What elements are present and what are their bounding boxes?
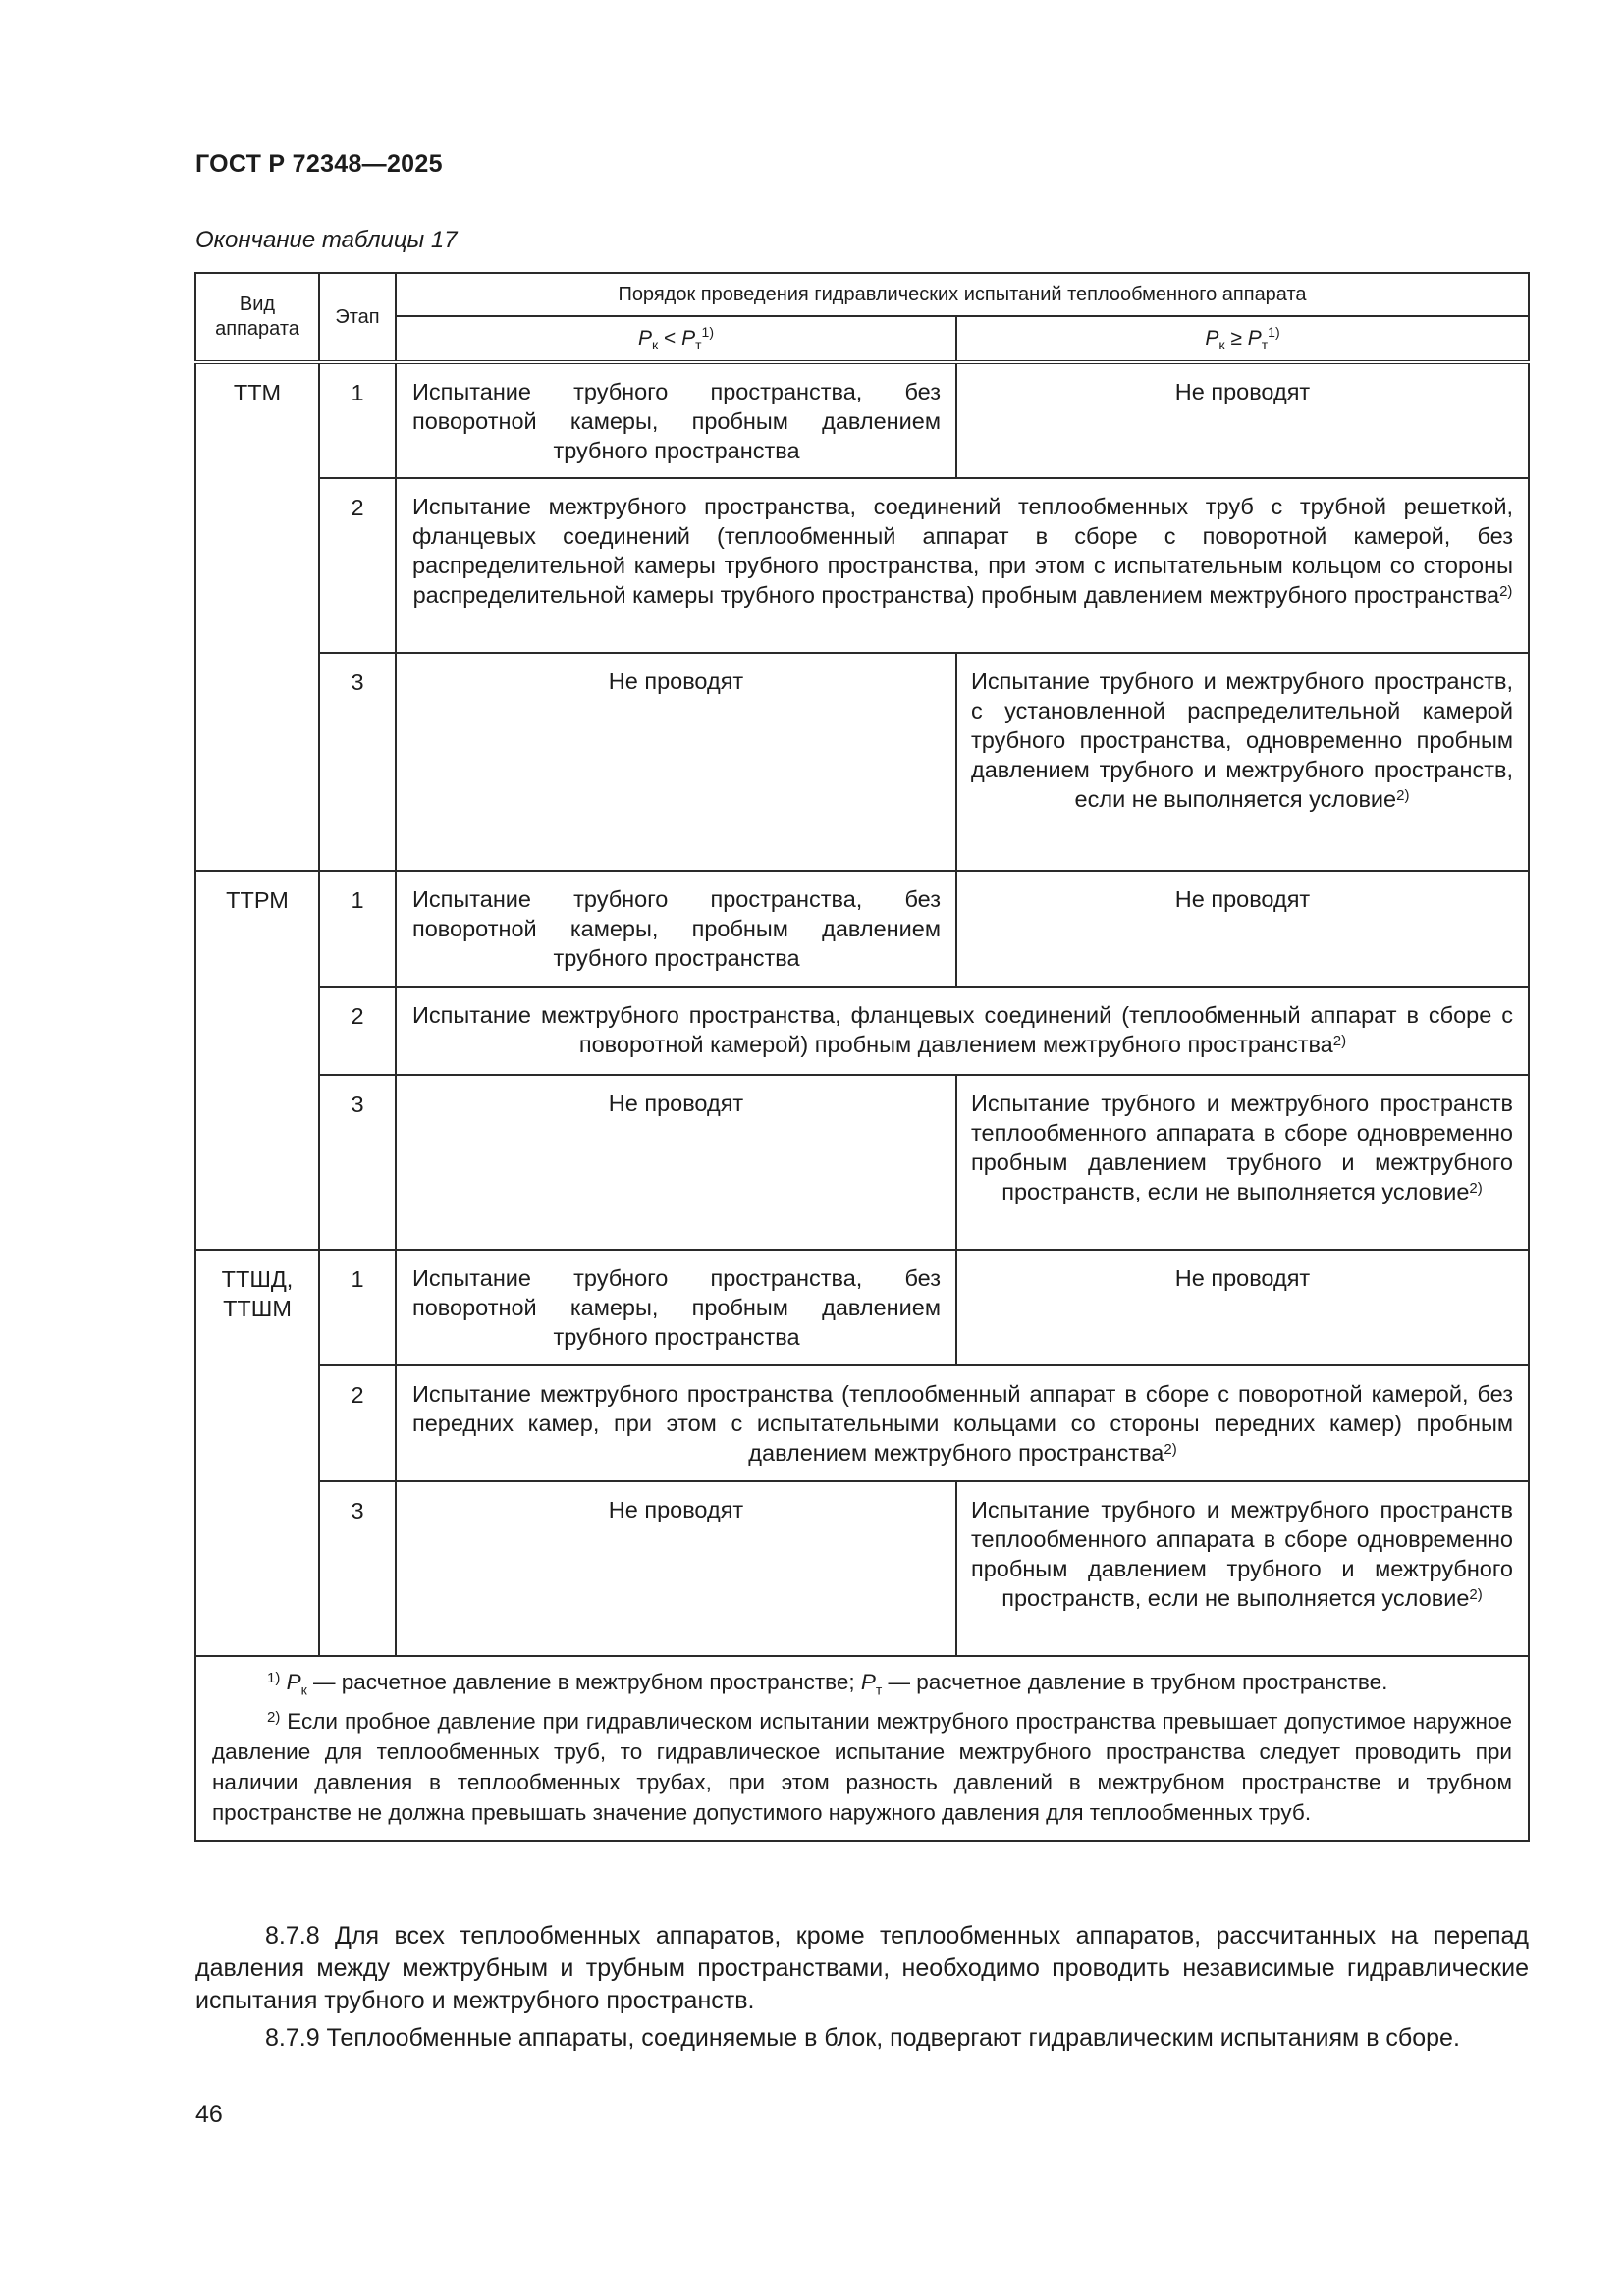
paragraph-8-7-9: 8.7.9 Теплообменные аппараты, соединяемые в блок, подвергают гидравлическим испытаниям в сборе. (265, 2024, 1460, 2052)
stage-number: 1 (319, 1250, 396, 1365)
stage-text-ge: Не проводят (956, 1250, 1529, 1365)
stage-number: 3 (319, 1481, 396, 1656)
table-17 (194, 272, 1530, 1842)
col-header-stage: Этап (319, 273, 396, 362)
stage-text-less: Не проводят (396, 653, 956, 871)
stage-text-merged: Испытание межтрубного пространства (теплообменный аппарат в сборе с поворотной камерой, без передних камер, при этом с испытательными кольцами со стороны передних камер) пробным давлением межтрубного пространства$^{2)}$ (396, 1365, 1529, 1481)
footnote-1: $^{1)}$ $P_к$ — расчетное давление в межтрубном пространстве; $P_т$ — расчетное давление в трубном пространстве. (267, 1670, 1388, 1698)
stage-text-ge: Испытание трубного и межтрубного пространств теплообменного аппарата в сборе одновременно пробным давлением трубного и межтрубного пространств, если не выполняется условие$^{2)}$ (956, 1075, 1529, 1250)
stage-text-merged: Испытание межтрубного пространства, фланцевых соединений (теплообменный аппарат в сборе с поворотной камерой) пробным давлением межтрубного пространства$^{2)}$ (396, 987, 1529, 1075)
table-row (195, 1365, 1529, 1481)
col-header-order: Порядок проведения гидравлических испытаний теплообменного аппарата (396, 273, 1529, 316)
stage-text-merged: Испытание межтрубного пространства, соединений теплообменных труб с трубной решеткой, фланцевых соединений (теплообменный аппарат в сборе с поворотной камерой, без распределительной камеры трубного пространства, при этом с испытательным кольцом со стороны распределительной камеры трубного пространства) пробным давлением межтрубного пространства$^{2)}$ (396, 478, 1529, 653)
table-row (195, 653, 1529, 871)
col-header-type: Вид аппарата (195, 273, 319, 362)
stage-text-less: Не проводят (396, 1481, 956, 1656)
table-row (195, 478, 1529, 653)
stage-text-less: Не проводят (396, 1075, 956, 1250)
stage-text-ge: Испытание трубного и межтрубного пространств, с установленной распределительной камерой трубного пространства, одновременно пробным давлением трубного и межтрубного пространств, если не выполняется условие$^{2)}$ (956, 653, 1529, 871)
stage-text-less: Испытание трубного пространства, без поворотной камеры, пробным давлением трубного пространства (396, 871, 956, 987)
table-row (195, 987, 1529, 1075)
apparatus-type-ttm: ТТМ (195, 362, 319, 871)
page-number: 46 (195, 2101, 223, 2128)
apparatus-type-ttrm: ТТРМ (195, 871, 319, 1250)
paragraph-8-7-8: 8.7.8 Для всех теплообменных аппаратов, кроме теплообменных аппаратов, рассчитанных на перепад давления между межтрубным и трубным пространствами, необходимо проводить независимые гидравлические испытания трубного и межтрубного пространств. (195, 1922, 1529, 2014)
col-header-pk-ge-pt: $P_к \ge P_т^{1)}$ (956, 316, 1529, 362)
table-row (195, 1481, 1529, 1656)
apparatus-type-ttshd-ttshm: ТТШД, ТТШМ (195, 1250, 319, 1656)
stage-number: 3 (319, 653, 396, 871)
table-row (195, 871, 1529, 987)
table-footnotes-row (195, 1656, 1529, 1841)
stage-number: 1 (319, 871, 396, 987)
stage-text-less: Испытание трубного пространства, без поворотной камеры, пробным давлением трубного пространства (396, 362, 956, 478)
table-footnotes (195, 1656, 1529, 1841)
stage-text-ge: Не проводят (956, 871, 1529, 987)
table-row (195, 362, 1529, 478)
stage-text-ge: Испытание трубного и межтрубного пространств теплообменного аппарата в сборе одновременно пробным давлением трубного и межтрубного пространств, если не выполняется условие$^{2)}$ (956, 1481, 1529, 1656)
table-row (195, 1075, 1529, 1250)
stage-number: 2 (319, 987, 396, 1075)
stage-text-less: Испытание трубного пространства, без поворотной камеры, пробным давлением трубного пространства (396, 1250, 956, 1365)
stage-number: 1 (319, 362, 396, 478)
document-header: ГОСТ Р 72348—2025 (195, 150, 443, 178)
stage-number: 2 (319, 1365, 396, 1481)
stage-number: 3 (319, 1075, 396, 1250)
footnote-2: $^{2)}$ Если пробное давление при гидравлическом испытании межтрубного пространства превышает допустимое наружное давление для теплообменных труб, то гидравлическое испытание межтрубного пространства следует проводить при наличии давления в теплообменных трубах, при этом разность давлений в межтрубном пространстве и трубном пространстве не должна превышать значение допустимого наружного давления для теплообменных труб. (212, 1708, 1512, 1825)
stage-text-ge: Не проводят (956, 362, 1529, 478)
col-header-pk-less-pt: $P_к < P_т^{1)}$ (396, 316, 956, 362)
stage-number: 2 (319, 478, 396, 653)
table-caption: Окончание таблицы 17 (195, 227, 458, 253)
table-row (195, 1250, 1529, 1365)
